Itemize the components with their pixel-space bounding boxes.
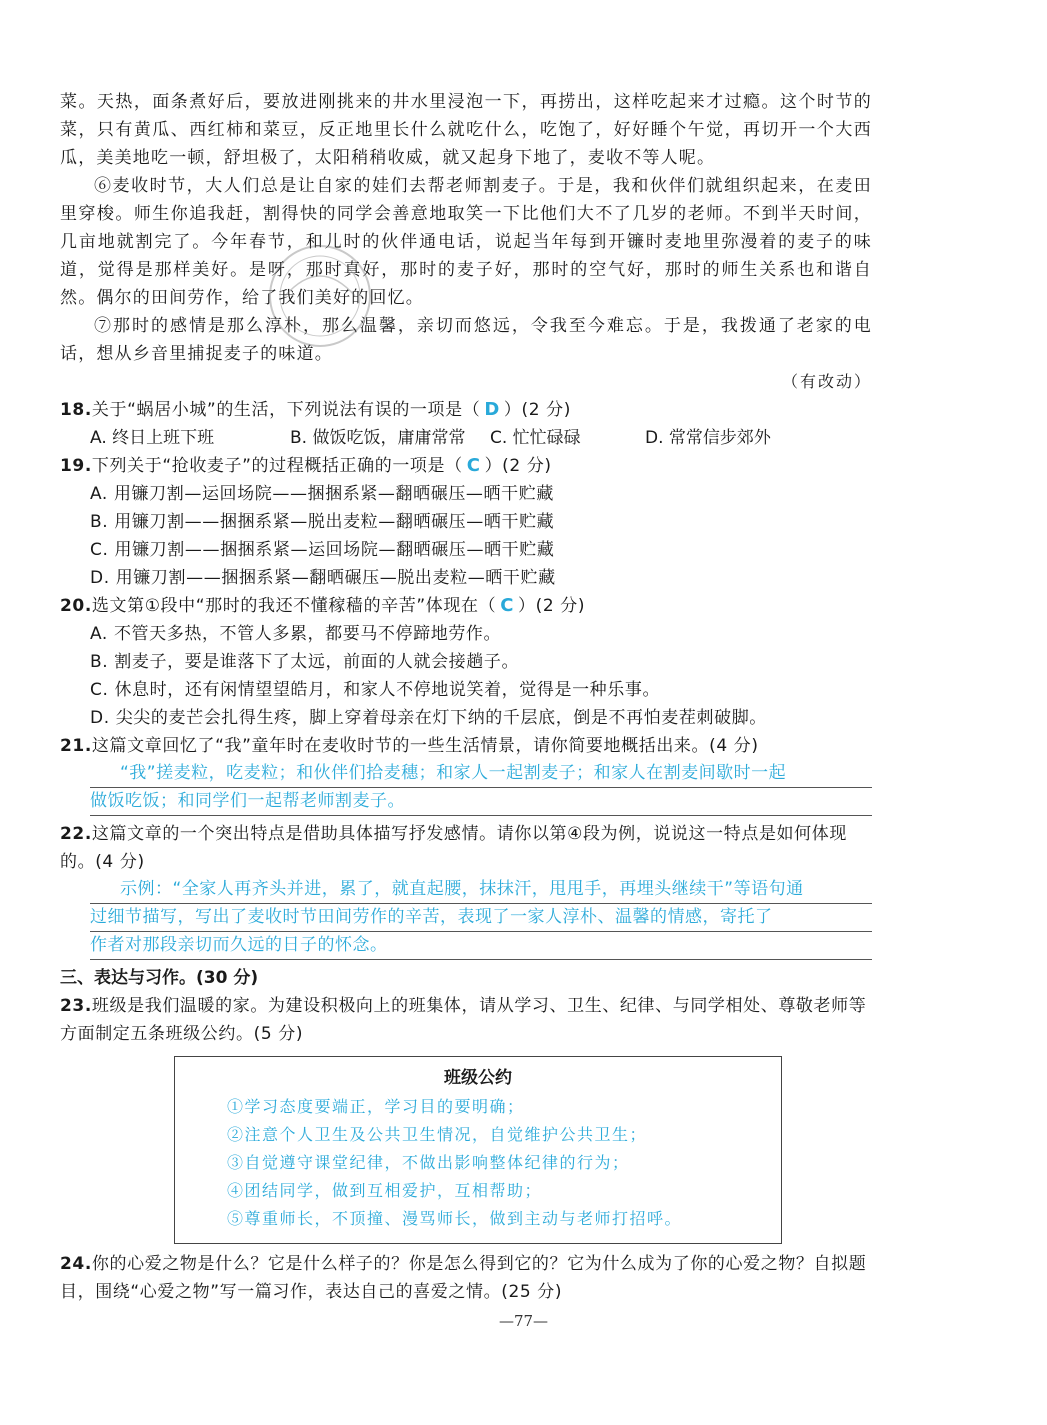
question-number: 20.	[60, 596, 92, 616]
question-21-answer	[90, 760, 872, 816]
question-number: 19.	[60, 456, 92, 476]
option-b: B. 用镰刀割——捆捆系紧—脱出麦粒—翻晒碾压—晒干贮藏	[90, 512, 555, 532]
question-text: 班级是我们温暖的家。为建设积极向上的班集体，请从学习、卫生、纪律、与同学相处、尊敬老师等方面制定五条班级公约。(5 分)	[60, 996, 867, 1044]
answer-line: 做饭吃饭；和同学们一起帮老师割麦子。	[90, 788, 872, 816]
answer-line: 作者对那段亲切而久远的日子的怀念。	[90, 932, 872, 960]
class-rules-box	[174, 1056, 782, 1244]
class-rule-item: ③自觉遵守课堂纪律，不做出影响整体纪律的行为；	[227, 1153, 630, 1172]
question-18-options	[90, 424, 872, 452]
question-points: ）(2 分)	[503, 400, 571, 420]
option-d: D. 常常信步郊外	[645, 428, 771, 448]
option-a: A. 不管天多热，不管人多累，都要马不停蹄地劳作。	[90, 624, 502, 644]
question-points: ）(2 分)	[484, 456, 552, 476]
passage-paragraph-6: ⑥麦收时节，大人们总是让自家的娃们去帮老师割麦子。于是，我和伙伴们就组织起来，在麦田里穿梭。师生你追我赶，割得快的同学会善意地取笑一下比他们大不了几岁的老师。不到半天时间，几亩地就割完了。今年春节，和儿时的伙伴通电话，说起当年每到开镰时麦地里弥漫着的麦子的味道，觉得是那样美好。是呀，那时真好，那时的麦子好，那时的空气好，那时的师生关系也和谐自然。偶尔的田间劳作，给了我们美好的回忆。	[60, 176, 872, 308]
passage-paragraph-continued: 菜。天热，面条煮好后，要放进刚挑来的井水里浸泡一下，再捞出，这样吃起来才过瘾。这个时节的菜，只有黄瓜、西红柿和菜豆，反正地里长什么就吃什么，吃饱了，好好睡个午觉，再切开一个大西瓜，美美地吃一顿，舒坦极了，太阳稍稍收威，就又起身下地了，麦收不等人呢。	[60, 92, 872, 168]
question-points: ）(2 分)	[518, 596, 586, 616]
option-d: D. 用镰刀割——捆捆系紧—翻晒碾压—脱出麦粒—晒干贮藏	[90, 568, 556, 588]
question-number: 23.	[60, 996, 92, 1016]
question-20	[60, 592, 872, 620]
option-b: B. 做饭吃饭，庸庸常常	[290, 428, 466, 448]
class-rule-item: ②注意个人卫生及公共卫生情况，自觉维护公共卫生；	[227, 1125, 648, 1144]
question-text: 选文第①段中“那时的我还不懂稼穑的辛苦”体现在（	[91, 596, 497, 616]
question-text: 这篇文章回忆了“我”童年时在麦收时节的一些生活情景，请你简要地概括出来。(4 分)	[91, 736, 759, 756]
option-a: A. 终日上班下班	[90, 428, 215, 448]
question-number: 24.	[60, 1254, 92, 1274]
option-b: B. 割麦子，要是谁落下了太远，前面的人就会接趟子。	[90, 652, 520, 672]
question-number: 18.	[60, 400, 92, 420]
question-number: 22.	[60, 824, 92, 844]
question-21	[60, 732, 872, 760]
question-text: 关于“蜗居小城”的生活，下列说法有误的一项是（	[91, 400, 481, 420]
option-c: C. 用镰刀割——捆捆系紧—运回场院—翻晒碾压—晒干贮藏	[90, 540, 555, 560]
question-text: 下列关于“抢收麦子”的过程概括正确的一项是（	[91, 456, 463, 476]
class-rule-item: ④团结同学，做到互相爱护，互相帮助；	[227, 1181, 543, 1200]
question-text: 这篇文章的一个突出特点是借助具体描写抒发感情。请你以第④段为例，说说这一特点是如何体现的。(4 分)	[60, 824, 847, 872]
question-22-answer	[90, 876, 872, 960]
question-23	[60, 992, 872, 1048]
question-text: 你的心爱之物是什么？它是什么样子的？你是怎么得到它的？它为什么成为了你的心爱之物？自拟题目，围绕“心爱之物”写一篇习作，表达自己的喜爱之情。(25 分)	[60, 1254, 867, 1302]
answer-choice: C	[466, 455, 481, 476]
answer-choice: C	[500, 595, 514, 616]
option-a: A. 用镰刀割—运回场院——捆捆系紧—翻晒碾压—晒干贮藏	[90, 484, 554, 504]
question-22	[60, 820, 872, 876]
question-24	[60, 1250, 872, 1306]
question-19	[60, 452, 872, 480]
question-number: 21.	[60, 736, 92, 756]
page-number: —77—	[498, 1312, 549, 1330]
class-rules-title: 班级公约	[444, 1068, 512, 1088]
passage-source: （有改动）	[781, 372, 872, 391]
class-rule-item: ①学习态度要端正，学习目的要明确；	[227, 1097, 525, 1116]
option-d: D. 尖尖的麦芒会扎得生疼，脚上穿着母亲在灯下纳的千层底，倒是不再怕麦茬刺破脚。	[90, 708, 767, 728]
passage-paragraph-7: ⑦那时的感情是那么淳朴，那么温馨，亲切而悠远，令我至今难忘。于是，我拨通了老家的电话，想从乡音里捕捉麦子的味道。	[60, 316, 872, 364]
watermark-stamp-icon	[255, 236, 385, 356]
option-c: C. 忙忙碌碌	[490, 428, 581, 448]
answer-choice: D	[484, 399, 500, 420]
class-rule-item: ⑤尊重师长，不顶撞、漫骂师长，做到主动与老师打招呼。	[227, 1209, 683, 1228]
answer-line: 过细节描写，写出了麦收时节田间劳作的辛苦，表现了一家人淳朴、温馨的情感，寄托了	[90, 904, 872, 932]
answer-line: “我”搓麦粒，吃麦粒；和伙伴们拾麦穗；和家人一起割麦子；和家人在割麦间歇时一起	[90, 760, 872, 788]
exam-page	[60, 88, 872, 1306]
answer-line: 示例：“全家人再齐头并进，累了，就直起腰，抹抹汗，甩甩手，再埋头继续干”等语句通	[90, 876, 872, 904]
question-18	[60, 396, 872, 424]
option-c: C. 休息时，还有闲情望望皓月，和家人不停地说笑着，觉得是一种乐事。	[90, 680, 661, 700]
section-heading: 三、表达与习作。(30 分)	[60, 968, 259, 988]
